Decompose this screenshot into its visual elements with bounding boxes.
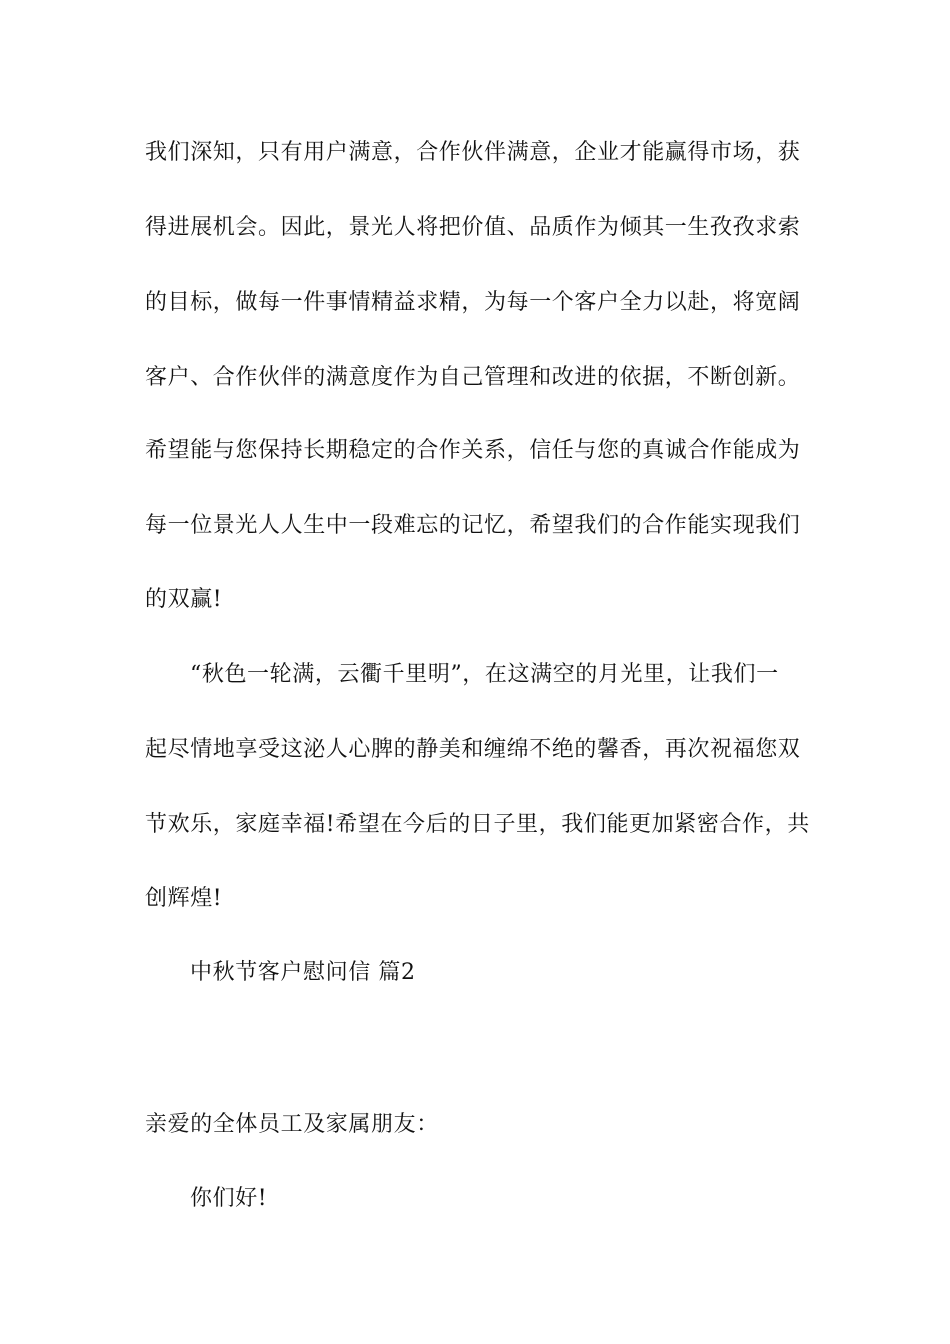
body-text-line: 得进展机会。因此，景光人将把价值、品质作为倾其一生孜孜求索 [145,215,801,240]
body-text-line: 起尽情地享受这泌人心脾的静美和缠绵不绝的馨香，再次祝福您双 [145,737,801,762]
body-text-line: 我们深知，只有用户满意，合作伙伴满意，企业才能赢得市场，获 [145,140,801,165]
greeting: 你们好! [190,1186,268,1211]
body-text-line: 创辉煌! [145,886,223,911]
body-text-line: 的目标，做每一件事情精益求精，为每一个客户全力以赴，将宽阔 [145,290,801,315]
body-text-line: 每一位景光人人生中一段难忘的记忆，希望我们的合作能实现我们 [145,513,801,538]
body-text-line: 客户、合作伙伴的满意度作为自己管理和改进的依据，不断创新。 [145,365,801,390]
section-heading: 中秋节客户慰问信 篇2 [190,960,416,985]
salutation: 亲爱的全体员工及家属朋友： [145,1112,439,1137]
body-text-line: 的双赢! [145,587,223,612]
body-text-line: “秋色一轮满，云衢千里明”，在这满空的月光里，让我们一 [190,662,779,687]
body-text-line: 节欢乐，家庭幸福!希望在今后的日子里，我们能更加紧密合作，共 [145,812,810,837]
body-text-line: 希望能与您保持长期稳定的合作关系，信任与您的真诚合作能成为 [145,438,801,463]
